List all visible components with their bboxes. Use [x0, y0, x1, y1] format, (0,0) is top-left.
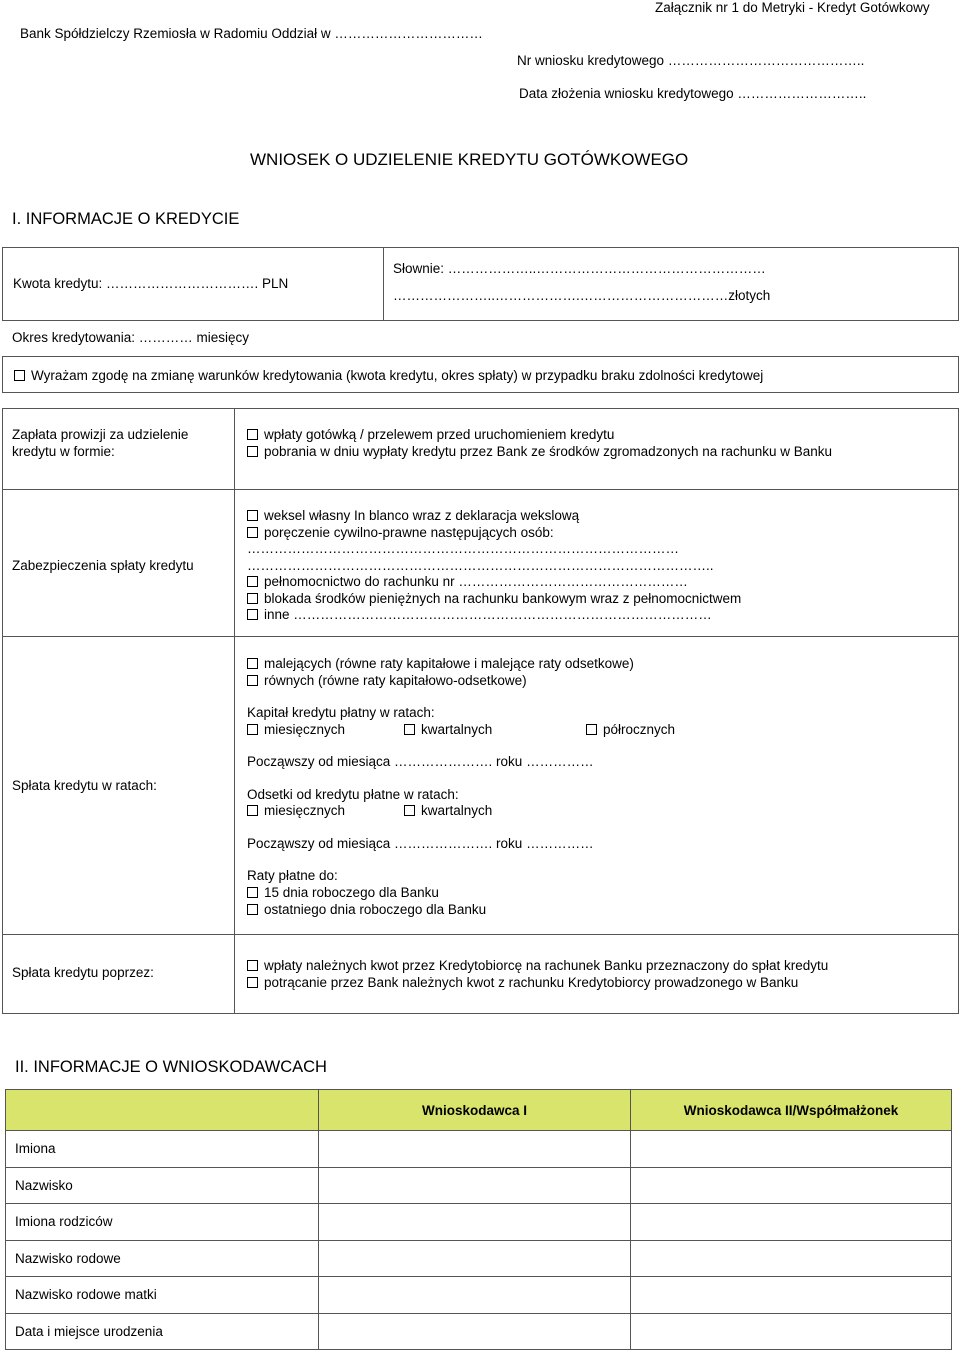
- repayment-label: Spłata kredytu poprzez:: [12, 965, 154, 980]
- repayment-deduct-label: potrącanie przez Bank należnych kwot z rachunku Kredytobiorcy prowadzonego w Banku: [264, 974, 799, 990]
- collateral-other-checkbox[interactable]: [247, 609, 258, 620]
- interest-monthly-checkbox[interactable]: [247, 805, 258, 816]
- capital-heading: Kapitał kredytu płatny w ratach:: [247, 705, 435, 720]
- applicant-1-cell[interactable]: [319, 1204, 631, 1241]
- commission-label-box: [2, 408, 235, 490]
- installments-equal-checkbox[interactable]: [247, 675, 258, 686]
- commission-cash-label: wpłaty gotówką / przelewem przed uruchomieniem kredytu: [264, 427, 615, 442]
- capital-monthly-label: miesięcznych: [264, 722, 346, 737]
- capital-quarterly-label: kwartalnych: [421, 722, 493, 737]
- bank-branch-line: Bank Spółdzielczy Rzemiosła w Radomiu Oddział w ……………………………: [20, 26, 483, 41]
- row-label: Data i miejsce urodzenia: [6, 1313, 319, 1350]
- interest-quarterly-checkbox[interactable]: [404, 805, 415, 816]
- attachment-note: Załącznik nr 1 do Metryki - Kredyt Gotówkowy: [655, 0, 930, 15]
- applicant-2-header: Wnioskodawca II/Współmałżonek: [631, 1090, 952, 1131]
- amount-box: [2, 247, 384, 321]
- row-label: Imiona rodziców: [6, 1204, 319, 1241]
- capital-semiannual-label: półrocznych: [603, 722, 676, 737]
- installments-options-box: [234, 636, 959, 935]
- repayment-options-box: [234, 934, 959, 1014]
- repayment-label-box: [2, 934, 235, 1014]
- row-label: Nazwisko: [6, 1167, 319, 1204]
- due-last-checkbox[interactable]: [247, 904, 258, 915]
- amount-words-box: [383, 247, 959, 321]
- capital-semiannual-checkbox[interactable]: [586, 724, 597, 735]
- applicant-2-cell[interactable]: [631, 1277, 952, 1314]
- form-title: WNIOSEK O UDZIELENIE KREDYTU GOTÓWKOWEGO: [250, 150, 689, 169]
- collateral-block-checkbox[interactable]: [247, 593, 258, 604]
- collateral-promissory-label: weksel własny In blanco wraz z deklaracja wekslową: [264, 508, 580, 523]
- repayment-transfer-checkbox[interactable]: [247, 960, 258, 971]
- loan-period-field[interactable]: Okres kredytowania: ………… miesięcy: [12, 330, 250, 345]
- interest-heading: Odsetki od kredytu płatne w ratach:: [247, 787, 459, 802]
- collateral-options-box: [234, 489, 959, 637]
- collateral-label: Zabezpieczenia spłaty kredytu: [12, 558, 194, 573]
- consent-checkbox[interactable]: [14, 370, 25, 381]
- installments-equal-label: równych (równe raty kapitałowo-odsetkowe): [264, 672, 527, 688]
- applicant-1-cell[interactable]: [319, 1167, 631, 1204]
- applicant-2-cell[interactable]: [631, 1204, 952, 1241]
- collateral-block-label: blokada środków pieniężnych na rachunku bankowym wraz z pełnomocnictwem: [264, 590, 742, 606]
- applicant-1-cell[interactable]: [319, 1313, 631, 1350]
- collateral-label-box: [2, 489, 235, 637]
- commission-label-2: kredytu w formie:: [12, 443, 115, 459]
- installments-label: Spłata kredytu w ratach:: [12, 778, 157, 793]
- submission-date-field[interactable]: Data złożenia wniosku kredytowego ………………………..: [519, 86, 867, 101]
- applicant-1-header: Wnioskodawca I: [319, 1090, 631, 1131]
- guarantor-field-2[interactable]: …………………………………………………………………………………………..: [247, 557, 714, 573]
- commission-deduct-checkbox[interactable]: [247, 446, 258, 457]
- consent-label: Wyrażam zgodę na zmianę warunków kredytowania (kwota kredytu, okres spłaty) w przypadku braku zdolności kredytowej: [31, 368, 764, 383]
- section-2-heading: II. INFORMACJE O WNIOSKODAWCACH: [15, 1058, 327, 1076]
- due-last-label: ostatniego dnia roboczego dla Banku: [264, 901, 487, 917]
- table-row: [6, 1167, 952, 1204]
- row-label: Nazwisko rodowe: [6, 1240, 319, 1277]
- collateral-poa-label: pełnomocnictwo do rachunku nr ……………………………………………: [264, 574, 688, 589]
- commission-options-box: [234, 408, 959, 490]
- interest-quarterly-label: kwartalnych: [421, 803, 493, 818]
- table-row: [6, 1131, 952, 1168]
- due-heading: Raty płatne do:: [247, 868, 338, 883]
- section-1-heading: I. INFORMACJE O KREDYCIE: [12, 210, 240, 228]
- installments-decreasing-label: malejących (równe raty kapitałowe i malejące raty odsetkowe): [264, 656, 634, 671]
- interest-monthly-label: miesięcznych: [264, 803, 346, 818]
- applicant-2-cell[interactable]: [631, 1240, 952, 1277]
- capital-monthly-checkbox[interactable]: [247, 724, 258, 735]
- table-row: [6, 1277, 952, 1314]
- collateral-promissory-checkbox[interactable]: [247, 510, 258, 521]
- consent-box: [2, 356, 959, 393]
- applicant-1-cell[interactable]: [319, 1131, 631, 1168]
- collateral-guarantee-checkbox[interactable]: [247, 527, 258, 538]
- commission-deduct-label: pobrania w dniu wypłaty kredytu przez Bank ze środków zgromadzonych na rachunku w Banku: [264, 443, 833, 459]
- table-row: [6, 1313, 952, 1350]
- installments-decreasing-checkbox[interactable]: [247, 658, 258, 669]
- collateral-guarantee-label: poręczenie cywilno-prawne następujących osób:: [264, 524, 554, 540]
- row-label: Imiona: [6, 1131, 319, 1168]
- applicants-header-blank: [6, 1090, 319, 1131]
- due-15-checkbox[interactable]: [247, 887, 258, 898]
- applicant-2-cell[interactable]: [631, 1313, 952, 1350]
- capital-quarterly-checkbox[interactable]: [404, 724, 415, 735]
- commission-cash-checkbox[interactable]: [247, 429, 258, 440]
- commission-label-1: Zapłata prowizji za udzielenie: [12, 427, 189, 442]
- table-row: [6, 1204, 952, 1241]
- interest-start-field[interactable]: Począwszy od miesiąca …………………. roku ……………: [247, 836, 594, 851]
- applicants-header-row: [6, 1090, 952, 1131]
- amount-words-field-2[interactable]: …………………..……………….……………………………złotych: [393, 288, 771, 303]
- applicant-1-cell[interactable]: [319, 1277, 631, 1314]
- capital-start-field[interactable]: Począwszy od miesiąca …………………. roku ……………: [247, 754, 594, 769]
- applicants-table: [5, 1089, 952, 1350]
- due-15-label: 15 dnia roboczego dla Banku: [264, 885, 439, 900]
- installments-label-box: [2, 636, 235, 935]
- row-label: Nazwisko rodowe matki: [6, 1277, 319, 1314]
- applicant-2-cell[interactable]: [631, 1167, 952, 1204]
- guarantor-field-1[interactable]: ……………………………………………………………………………………: [247, 541, 679, 556]
- amount-words-field-1[interactable]: Słownie: ………………..……………………………………………: [393, 261, 766, 276]
- applicant-1-cell[interactable]: [319, 1240, 631, 1277]
- collateral-other-label: inne …………………………………………………………………………………: [264, 607, 712, 622]
- repayment-transfer-label: wpłaty należnych kwot przez Kredytobiorcę na rachunek Banku przeznaczony do spłat kredytu: [264, 958, 829, 973]
- table-row: [6, 1240, 952, 1277]
- application-number-field[interactable]: Nr wniosku kredytowego ……………………………………..: [517, 53, 865, 68]
- applicant-2-cell[interactable]: [631, 1131, 952, 1168]
- collateral-poa-checkbox[interactable]: [247, 576, 258, 587]
- amount-field[interactable]: Kwota kredytu: ……………………………. PLN: [13, 276, 289, 291]
- repayment-deduct-checkbox[interactable]: [247, 977, 258, 988]
